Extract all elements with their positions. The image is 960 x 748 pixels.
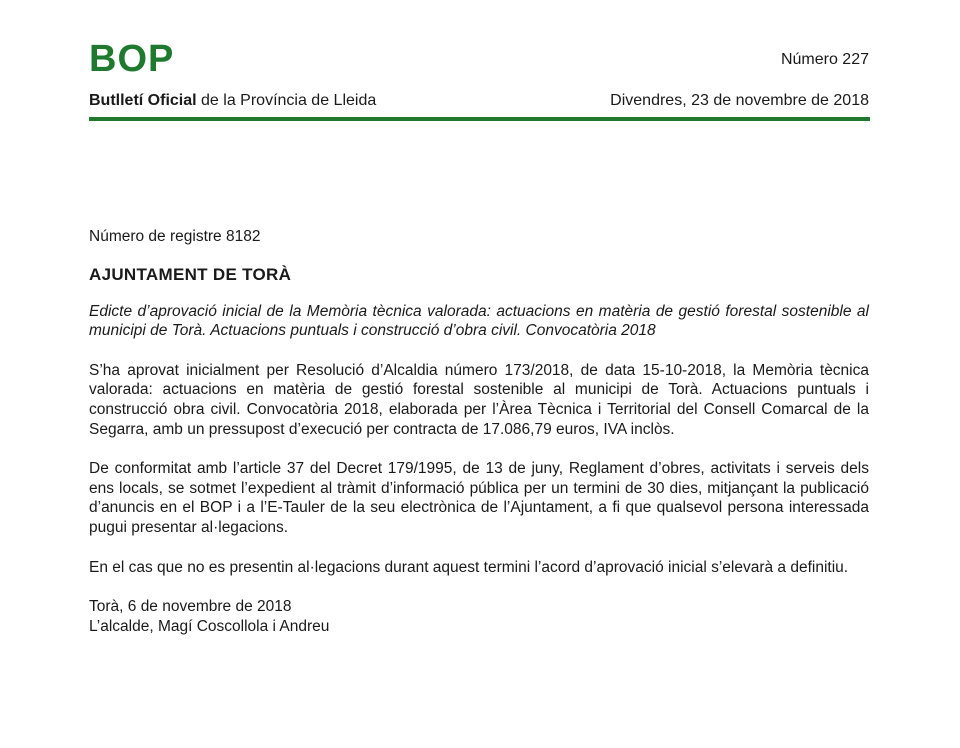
paragraph-public-information: De conformitat amb l’article 37 del Decret 179/1995, de 13 de juny, Reglament d’obres, activitats i serveis dels ens locals, se sotmet l’expedient al tràmit d’informació pública per un termini de 30 dies, mitjançant la publicació d’anuncis en el BOP i a l’E-Tauler de la seu electrònica de l’Ajuntament, a fi que qualsevol persona interessada pugui presentar al·legacions.	[89, 460, 869, 536]
paragraph-definitive: En el cas que no es presentin al·legacions durant aquest termini l’acord d’aprovació inicial s’elevarà a definitiu.	[89, 558, 849, 576]
registry-number: Número de registre 8182	[89, 228, 261, 245]
entity-heading: AJUNTAMENT DE TORÀ	[89, 264, 292, 284]
publication-date: Divendres, 23 de novembre de 2018	[610, 92, 869, 109]
publication-name-rest: de la Província de Lleida	[196, 92, 377, 109]
place-date: Torà, 6 de novembre de 2018	[89, 598, 292, 616]
publication-name-bold: Butlletí Oficial	[89, 92, 197, 109]
signatory: L’alcalde, Magí Coscollola i Andreu	[89, 617, 330, 635]
document-body	[89, 227, 869, 636]
publication-name	[89, 91, 376, 111]
issue-number: Número 227	[780, 51, 869, 68]
bop-logo: BOP	[89, 38, 175, 80]
header-rule	[89, 117, 870, 121]
edict-summary: Edicte d’aprovació inicial de la Memòria tècnica valorada: actuacions en matèria de gestió forestal sostenible al municipi de Torà. Actuacions puntuals i construcció d’obra civil. Convocatòria 2018	[89, 302, 869, 340]
paragraph-approval: S’ha aprovat inicialment per Resolució d’Alcaldia número 173/2018, de data 15-10-2018, la Memòria tècnica valorada: actuacions en matèria de gestió forestal sostenible al municipi de Torà. Actuacions puntuals i construcció obra civil. Convocatòria 2018, elaborada per l’Àrea Tècnica i Territorial del Consell Comarcal de la Segarra, amb un pressupost d’execució per contracta de 17.086,79 euros, IVA inclòs.	[89, 361, 869, 438]
